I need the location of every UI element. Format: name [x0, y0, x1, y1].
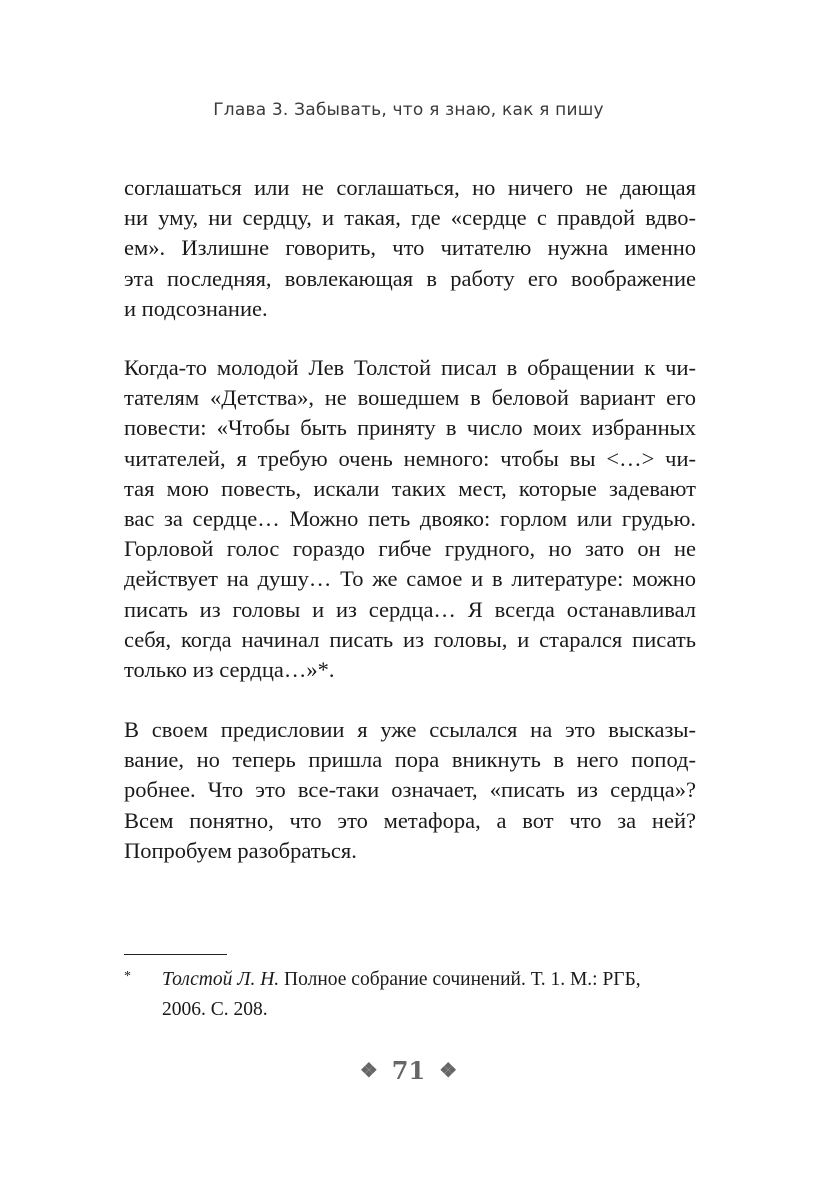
text-line: Попробуем разобраться. [124, 837, 357, 863]
text-line: Всем понятно, что это метафора, а вот что за ней? [124, 807, 696, 833]
diamond-ornament-icon: ❖ [439, 1058, 458, 1082]
text-line: себя, когда начинал писать из головы, и старался писать [124, 626, 696, 652]
footnote-body [162, 965, 696, 1025]
footnote-line [162, 965, 696, 995]
footnote-citation: Полное собрание сочинений. Т. 1. М.: РГБ, [279, 969, 641, 990]
text-line: действует на душу… То же самое и в литературе: можно [124, 566, 696, 592]
text-line: читателей, я требую очень немного: чтобы вы <…> чи- [124, 445, 696, 471]
text-line: только из сердца…»*. [124, 656, 335, 682]
text-line: эта последняя, вовлекающая в работу его воображение [124, 265, 696, 291]
text-line: вание, но теперь пришла пора вникнуть в него попод- [124, 747, 696, 773]
text-line: повести: «Чтобы быть приняту в число моих избранных [124, 415, 696, 441]
footnote-divider [124, 954, 227, 955]
text-line: писать из головы и из сердца… Я всегда останавливал [124, 596, 696, 622]
footnote [124, 965, 696, 1025]
text-line: робнее. Что это все-таки означает, «писать из сердца»? [124, 777, 696, 803]
paragraph-1 [124, 173, 696, 324]
footnote-line: 2006. С. 208. [162, 999, 268, 1020]
text-line: ем». Излишне говорить, что читателю нужна именно [124, 235, 696, 261]
footnote-author: Толстой Л. Н. [162, 969, 280, 990]
text-line: тая мою повесть, искали таких мест, которые задевают [124, 475, 696, 501]
text-line: вас за сердце… Можно петь двояко: горлом или грудью. [124, 505, 696, 531]
text-line: тателям «Детства», не вошедшем в беловой вариант его [124, 385, 696, 411]
diamond-ornament-icon: ❖ [359, 1058, 378, 1082]
paragraph-3 [124, 715, 696, 866]
page-number: 71 [391, 1056, 426, 1085]
page-folio [0, 1056, 817, 1085]
text-line: ни уму, ни сердцу, и такая, где «сердце с правдой вдво- [124, 205, 696, 231]
paragraph-2 [124, 353, 696, 685]
footnote-marker: * [124, 969, 131, 984]
text-line: и подсознание. [124, 295, 268, 321]
text-line: Когда-то молодой Лев Толстой писал в обращении к чи- [124, 355, 696, 380]
text-line: Горловой голос гораздо гибче грудного, но зато он не [124, 536, 696, 562]
running-head: Глава 3. Забывать, что я знаю, как я пишу [213, 100, 604, 120]
text-line: В своем предисловии я уже ссылался на это высказы- [124, 717, 696, 742]
text-line: соглашаться или не соглашаться, но ничего не дающая [124, 175, 696, 200]
